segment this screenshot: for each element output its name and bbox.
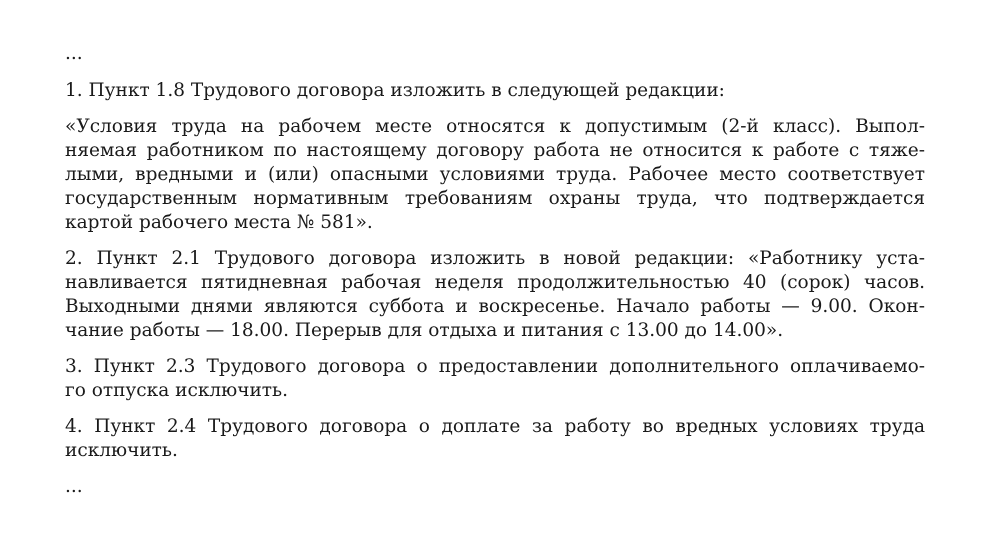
item-1-line-1: 1. Пункт 1.8 Трудового договора изложить в следующей редакции: — [65, 80, 725, 101]
quote-line-1: «Условия труда на рабочем месте относятся к допустимым (2-й класс). Выпол- — [65, 116, 925, 137]
item-4-line-1: 4. Пункт 2.4 Трудового договора о доплате за работу во вредных условиях труда — [65, 416, 925, 437]
quote-line-5: картой рабочего места № 581». — [65, 212, 373, 233]
item-2-line-1: 2. Пункт 2.1 Трудового договора изложить в новой редакции: «Работнику уста- — [65, 248, 925, 269]
item-4-line-2: исключить. — [65, 440, 178, 461]
ellipsis-bottom: ... — [65, 476, 83, 497]
quote-line-2: няемая работником по настоящему договору работа не относится к работе с тяже- — [65, 140, 925, 161]
ellipsis-top: ... — [65, 43, 83, 64]
item-2-line-3: Выходными днями являются суббота и воскресенье. Начало работы — 9.00. Окон- — [65, 296, 925, 317]
quote-block — [65, 115, 925, 235]
item-2 — [65, 247, 925, 343]
item-2-line-4: чание работы — 18.00. Перерыв для отдыха и питания с 13.00 до 14.00». — [65, 320, 784, 341]
item-3-line-2: го отпуска исключить. — [65, 380, 288, 401]
document-body — [65, 42, 925, 512]
item-2-line-2: навливается пятидневная рабочая неделя продолжительностью 40 (сорок) часов. — [65, 272, 925, 293]
item-1 — [65, 79, 925, 103]
item-4 — [65, 415, 925, 463]
quote-line-3: лыми, вредными и (или) опасными условиями труда. Рабочее место соответствует — [65, 164, 925, 185]
item-3-line-1: 3. Пункт 2.3 Трудового договора о предоставлении дополнительного оплачиваемо- — [65, 356, 925, 377]
item-3 — [65, 355, 925, 403]
quote-line-4: государственным нормативным требованиям охраны труда, что подтверждается — [65, 188, 925, 209]
